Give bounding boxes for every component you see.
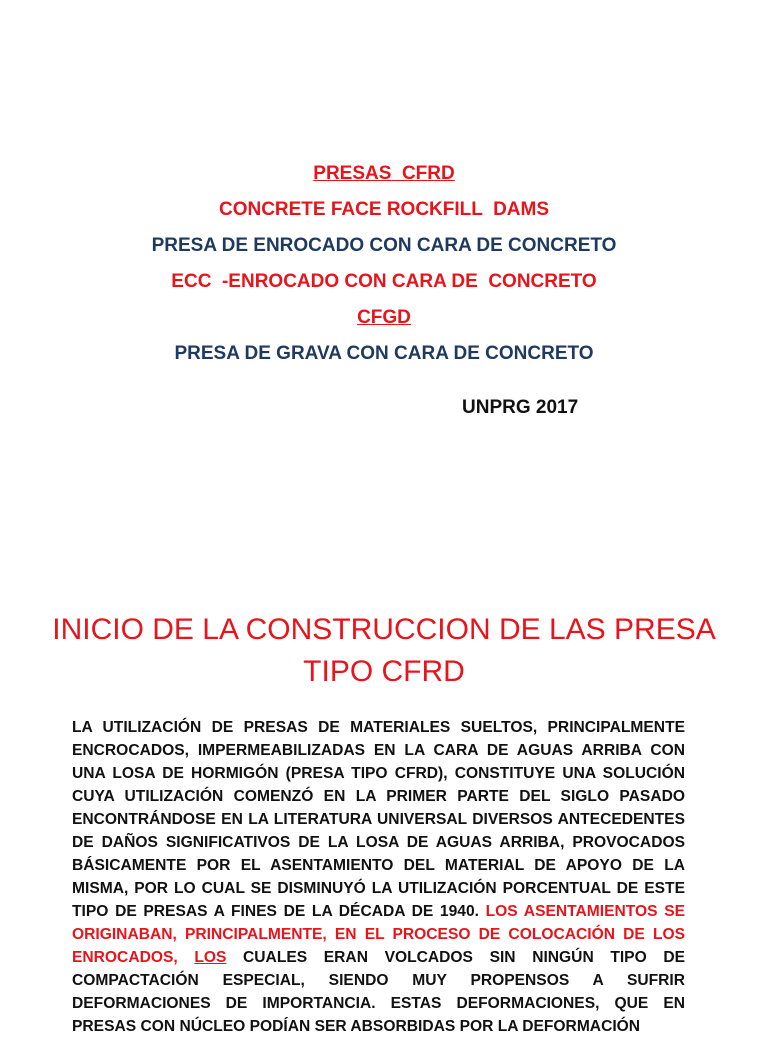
institution-year: UNPRG 2017 xyxy=(462,397,579,418)
title-presa-grava: PRESA DE GRAVA CON CARA DE CONCRETO xyxy=(174,343,594,364)
title-presa-enrocado: PRESA DE ENROCADO CON CARA DE CONCRETO xyxy=(151,235,617,256)
body-text-red: LOS ASENTAMIENTOS SE ORIGINABAN, PRINCIPALMENTE, EN EL PROCESO DE COLOCACIÓN DE LOS ENROCADOS, xyxy=(72,903,685,966)
body-paragraph xyxy=(72,716,685,1038)
slide-history xyxy=(0,576,768,1035)
slide-heading-line1: INICIO DE LA CONSTRUCCION DE LAS PRESA xyxy=(52,613,716,646)
body-text-continuation: CUALES ERAN VOLCADOS SIN NINGÚN TIPO DE COMPACTACIÓN ESPECIAL, SIENDO MUY PROPENSOS A SUFRIR DEFORMACIONES DE IMPORTANCIA. ESTAS DEFORMACIONES, QUE EN PRESAS CON NÚCLEO PODÍAN SER ABSORBIDAS POR LA DEFORMACIÓN xyxy=(72,949,686,1035)
title-presas-cfrd: PRESAS CFRD xyxy=(313,163,455,184)
slide-heading-line2: TIPO CFRD xyxy=(303,655,465,688)
title-cfgd: CFGD xyxy=(357,307,411,328)
body-text-black: LA UTILIZACIÓN DE PRESAS DE MATERIALES SUELTOS, PRINCIPALMENTE ENCROCADOS, IMPERMEABILIZADAS EN LA CARA DE AGUAS ARRIBA CON UNA LOSA DE HORMIGÓN (PRESA TIPO CFRD), CONSTITUYE UNA SOLUCIÓN CUYA UTILIZACIÓN COMENZÓ EN LA PRIMER PARTE DEL SIGLO PASADO ENCONTRÁNDOSE EN LA LITERATURA UNIVERSAL DIVERSOS ANTECEDENTES DE DAÑOS SIGNIFICATIVOS DE LA LOSA DE AGUAS ARRIBA, PROVOCADOS BÁSICAMENTE POR EL ASENTAMIENTO DEL MATERIAL DE APOYO DE LA MISMA, POR LO CUAL SE DISMINUYÓ LA UTILIZACIÓN PORCENTUAL DE ESTE TIPO DE PRESAS A FINES DE LA DÉCADA DE 1940. xyxy=(72,719,685,920)
body-text-red-underlined: LOS xyxy=(194,949,227,966)
title-concrete-face-rockfill-dams: CONCRETE FACE ROCKFILL DAMS xyxy=(218,199,550,220)
title-ecc: ECC -ENROCADO CON CARA DE CONCRETO xyxy=(171,271,597,292)
